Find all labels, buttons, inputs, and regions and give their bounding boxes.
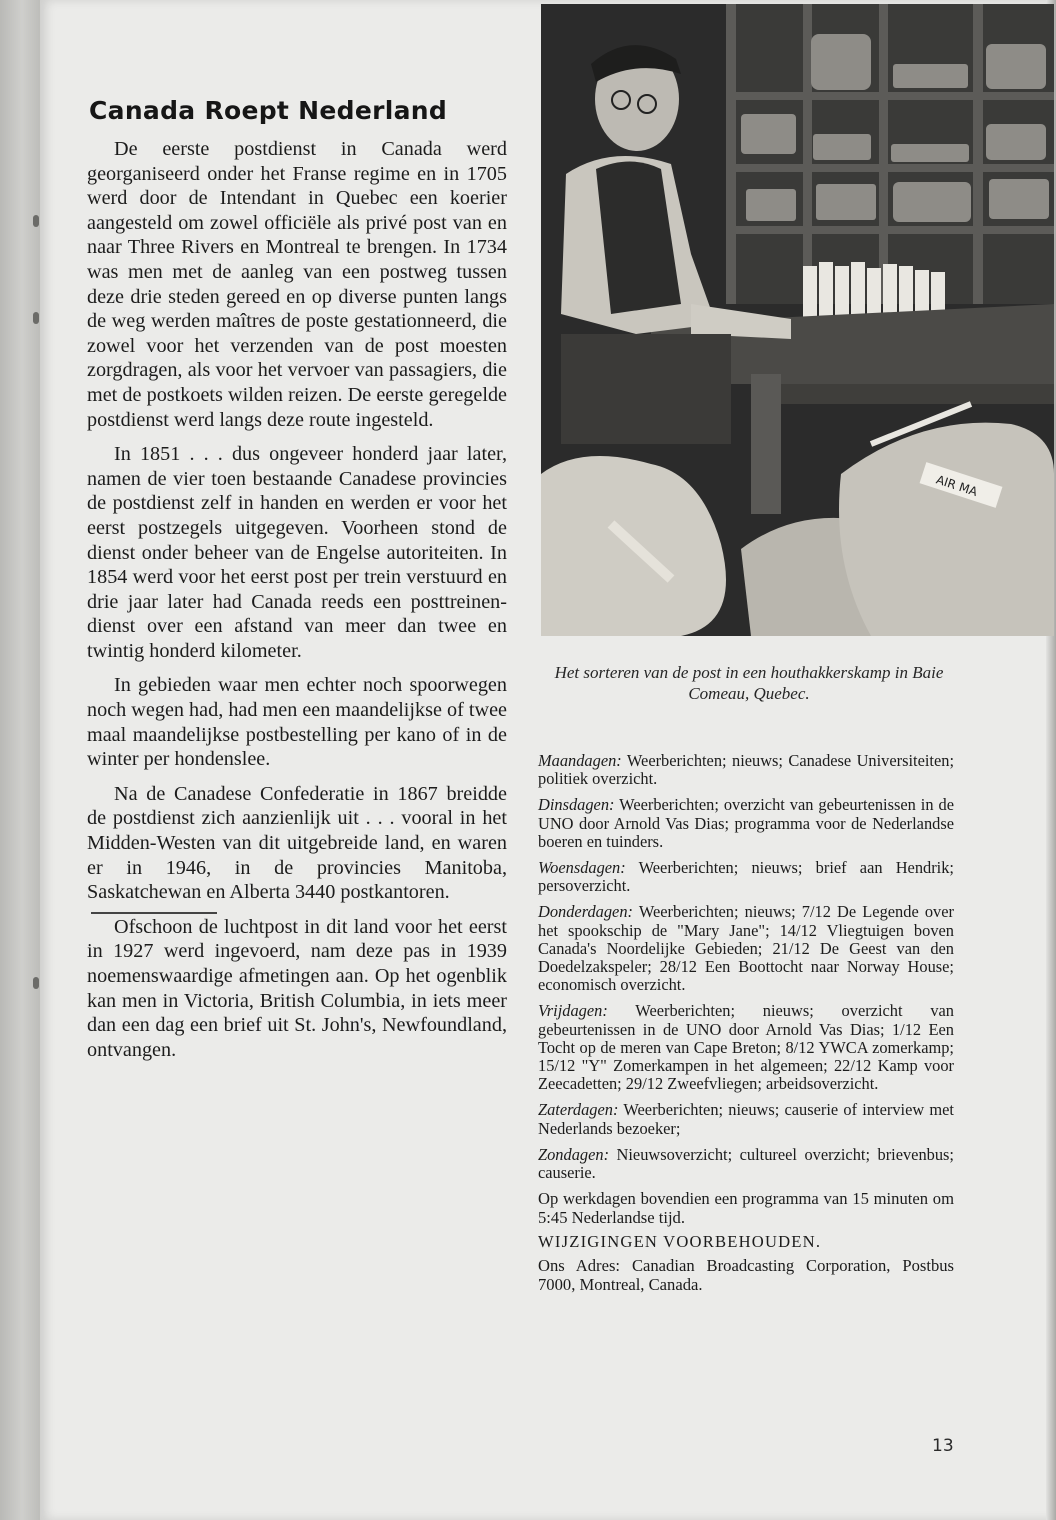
schedule-entry xyxy=(538,1002,954,1093)
article-paragraph: In gebieden waar men echter noch spoorwegen noch wegen had, had men een maandelijkse of twee maal maandelijkse postbestelling per kano of in de winter per hondenslee. xyxy=(87,674,507,771)
schedule-day: Zondagen: xyxy=(538,1144,610,1164)
schedule-entry xyxy=(538,859,954,895)
article-paragraph: De eerste postdienst in Canada werd georganiseerd onder het Franse regime en in 1705 werd door de Intendant in Quebec een koerier aangesteld om zowel officiële als privé post van en naar Three Rivers en Montreal te brengen. In 1734 was men met de aanleg van een postweg tussen deze drie steden gereed en op diverse punten langs de weg werden maîtres de poste gestationneerd, die zowel voor het verzenden van de post moesten zorgdragen, als voor het vervoer van passagiers, die met de postkoets wilden reizen. De eerste geregelde postdienst werd langs deze route ingesteld. xyxy=(87,138,507,431)
article-paragraph: Ofschoon de luchtpost in dit land voor het eerst in 1927 werd ingevoerd, nam deze pas in 1939 noemenswaardige afmetingen aan. Op het ogenblik kan men in Victoria, British Columbia, in iets meer dan een dag een brief uit St. John's, Newfoundland, ontvangen. xyxy=(87,915,507,1061)
binding-hole xyxy=(33,977,39,989)
article-paragraph: Na de Canadese Confederatie in 1867 breidde de postdienst zich aanzienlijk uit . . . vooral in het Midden-Westen van dit uitgebreide land, en waren er in 1946, in de provincies Manitoba, Saskatchewan en Alberta 3440 postkantoren. xyxy=(87,782,507,904)
binding-hole xyxy=(33,215,39,227)
radio-schedule xyxy=(538,752,954,1300)
schedule-text: Weerberichten; nieuws; Canadese Universiteiten; politiek overzicht. xyxy=(538,751,955,789)
schedule-text: Weerberichten; nieuws; causerie of interview met Nederlands bezoeker; xyxy=(538,1100,954,1138)
schedule-day: Dinsdagen: xyxy=(538,795,615,815)
schedule-text: Nieuwsoverzicht; cultureel overzicht; brievenbus; causerie. xyxy=(538,1144,954,1183)
schedule-entry xyxy=(538,1101,954,1137)
article-paragraph: In 1851 . . . dus ongeveer honderd jaar later, namen de vier toen bestaande Canadese provincies de postdienst zelf in handen en werden er voor het eerst postzegels uitgegeven. Voorheen stond de dienst onder beheer van de Engelse autoriteiten. In 1854 werd voor het eerst post per trein verstuurd en drie jaar later had Canada reeds een posttreinen-dienst over een afstand van meer dan twee en twintig honderd kilometer. xyxy=(87,443,507,662)
article-column xyxy=(87,96,507,1072)
schedule-day: Vrijdagen: xyxy=(538,1001,608,1021)
extra-program-note: Op werkdagen bovendien een programma van 15 minuten om 5:45 Nederlandse tijd. xyxy=(538,1189,954,1227)
photo-caption: Het sorteren van de post in een houthakkerskamp in Baie Comeau, Quebec. xyxy=(554,663,944,703)
mail-sorting-photo xyxy=(541,4,1054,636)
schedule-day: Donderdagen: xyxy=(538,902,633,922)
schedule-text: Weerberichten; overzicht van gebeurtenissen in de UNO door Arnold Vas Dias; programma voor de Nederlandse boeren en tuinders. xyxy=(538,795,954,851)
article-title: Canada Roept Nederland xyxy=(89,96,448,125)
binding-edge xyxy=(0,0,40,1520)
schedule-entry xyxy=(538,903,954,994)
schedule-text: Weerberichten; nieuws; brief aan Hendrik; persoverzicht. xyxy=(538,858,954,896)
schedule-entry xyxy=(538,1146,954,1182)
page-number: 13 xyxy=(932,1436,954,1456)
schedule-entry xyxy=(538,752,954,788)
schedule-day: Maandagen: xyxy=(538,751,622,770)
changes-reserved-note: WIJZIGINGEN VOORBEHOUDEN. xyxy=(538,1232,822,1252)
bag-label: AIR MA xyxy=(934,472,980,499)
schedule-text: Weerberichten; nieuws; overzicht van gebeurtenissen in de UNO door Arnold Vas Dias; 1/12 Een Tocht op de meren van Cape Breton; 8/12 YWCA zomerkamp; 15/12 "Y" Zomerkampen in het algemeen; 22/12 Kamp voor Zeecadetten; 29/12 Zweefvliegen; arbeidsoverzicht. xyxy=(538,1001,954,1094)
photo-illustration xyxy=(541,4,1054,636)
schedule-day: Zaterdagen: xyxy=(538,1100,619,1120)
schedule-day: Woensdagen: xyxy=(538,858,626,878)
schedule-text: Weerberichten; nieuws; 7/12 De Legende over het spookschip de "Mary Jane"; 14/12 Vliegtuigen boven Canada's Noordelijke Gebieden; 21/12 De Geest van den Doedelzakspeler; 28/12 Een Boottocht naar Norway House; economisch overzicht. xyxy=(538,902,954,995)
address-note: Ons Adres: Canadian Broadcasting Corporation, Postbus 7000, Montreal, Canada. xyxy=(538,1256,954,1294)
binding-hole xyxy=(33,312,39,324)
schedule-entry xyxy=(538,796,954,851)
